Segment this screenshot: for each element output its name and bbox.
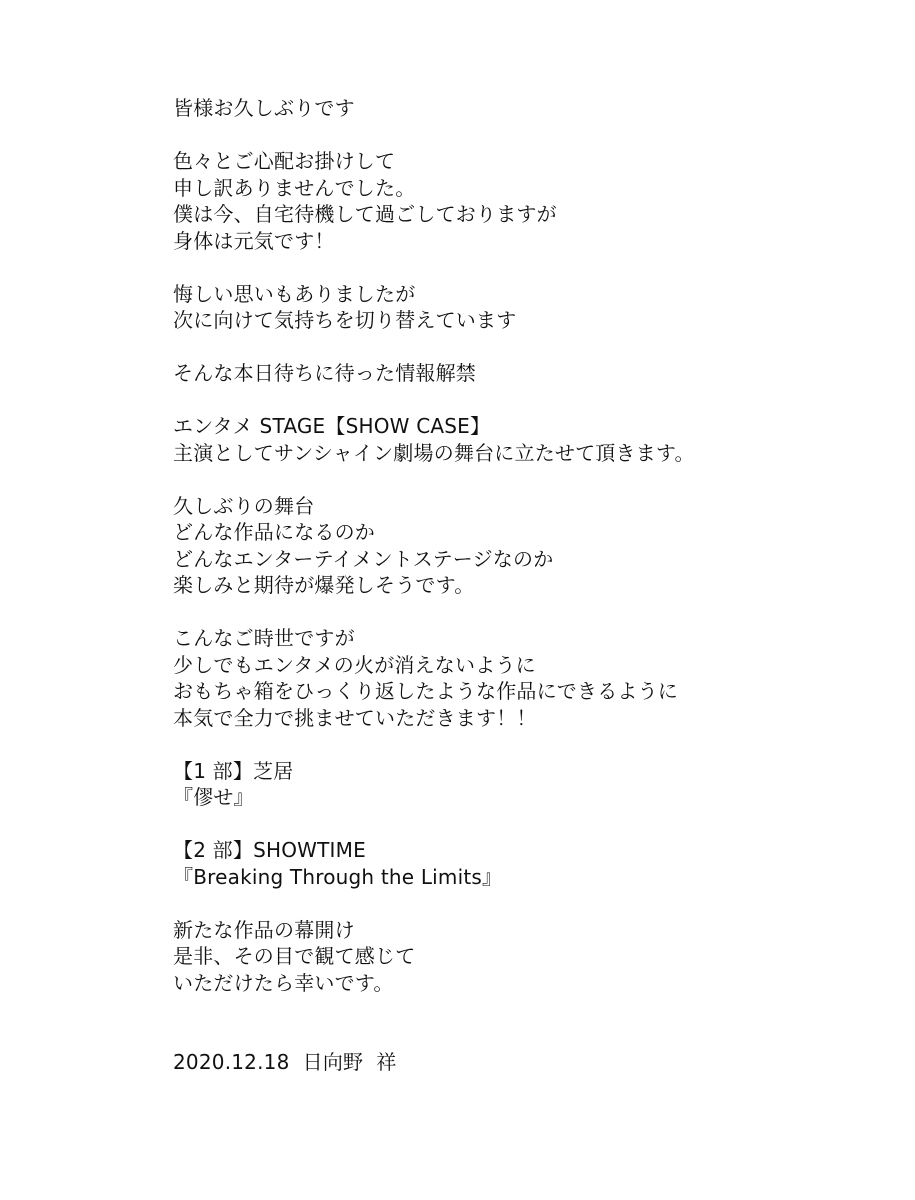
resolve-line-3: おもちゃ箱をひっくり返したような作品にできるように xyxy=(173,679,678,703)
closing-line-1: 新たな作品の幕開け xyxy=(173,917,355,942)
feelings-line-2: 次に向けて気持ちを切り替えています xyxy=(173,308,517,332)
paragraph-gap xyxy=(173,387,873,414)
paragraph-gap xyxy=(173,122,873,149)
paragraph-gap xyxy=(173,599,873,626)
apology-line-2: 申し訳ありませんでした。 xyxy=(173,175,416,200)
stage-title-line: エンタメ STAGE【SHOW CASE】 xyxy=(173,414,491,438)
apology-line-4: 身体は元気です！ xyxy=(173,228,335,253)
paragraph-gap xyxy=(173,254,873,281)
anticipation-line-4: 楽しみと期待が爆発しそうです。 xyxy=(173,573,475,597)
greeting-line: 皆様お久しぶりです xyxy=(173,96,355,120)
part2-title: 『Breaking Through the Limits』 xyxy=(173,864,503,889)
announcement-line: そんな本日待ちに待った情報解禁 xyxy=(173,361,476,385)
resolve-line-1: こんなご時世ですが xyxy=(173,626,355,650)
signature-gap xyxy=(173,996,873,1049)
anticipation-line-2: どんな作品になるのか xyxy=(173,520,375,544)
paragraph-gap xyxy=(173,811,873,838)
paragraph-gap xyxy=(173,890,873,917)
signature-line: 2020.12.18 日向野 祥 xyxy=(173,1050,397,1074)
closing-line-3: いただけたら幸いです。 xyxy=(173,970,394,995)
anticipation-line-3: どんなエンターテイメントステージなのか xyxy=(173,546,554,571)
apology-line-3: 僕は今、自宅待機して過ごしておりますが xyxy=(173,202,557,226)
resolve-line-4: 本気で全力で挑ませていただきます！！ xyxy=(173,705,537,730)
paragraph-gap xyxy=(173,466,873,493)
stage-role-line: 主演としてサンシャイン劇場の舞台に立たせて頂きます。 xyxy=(173,440,695,465)
feelings-line-1: 悔しい思いもありましたが xyxy=(173,281,416,306)
closing-line-2: 是非、その目で観て感じて xyxy=(173,944,416,968)
letter-body xyxy=(173,95,873,1076)
paragraph-gap xyxy=(173,731,873,758)
apology-line-1: 色々とご心配お掛けして xyxy=(173,149,396,173)
part2-heading: 【2 部】SHOWTIME xyxy=(173,838,366,862)
anticipation-line-1: 久しぶりの舞台 xyxy=(173,493,315,518)
part1-title: 『僇せ』 xyxy=(173,785,254,809)
resolve-line-2: 少しでもエンタメの火が消えないように xyxy=(173,652,536,677)
paragraph-gap xyxy=(173,334,873,361)
part1-heading: 【1 部】芝居 xyxy=(173,758,294,783)
